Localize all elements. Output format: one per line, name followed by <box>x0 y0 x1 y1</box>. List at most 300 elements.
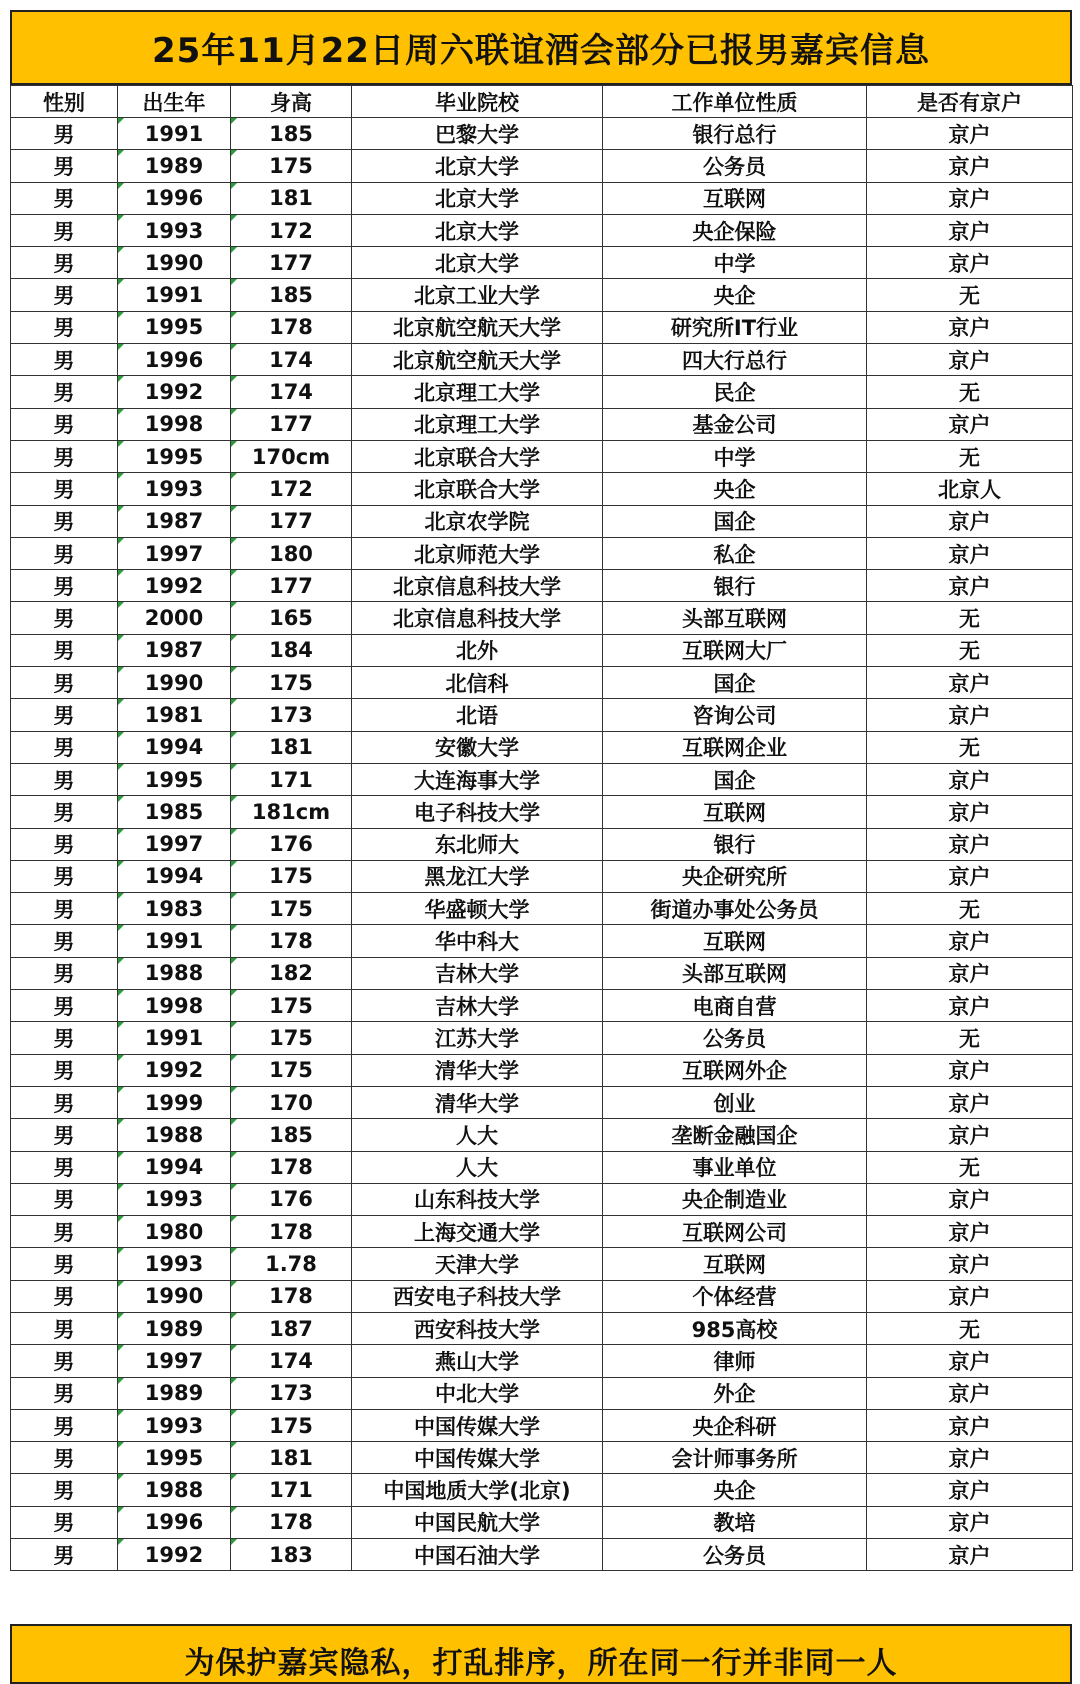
cell-employer-type: 互联网 <box>603 182 867 214</box>
cell-beijing-hukou: 无 <box>867 279 1073 311</box>
cell-gender: 男 <box>11 893 118 925</box>
cell-beijing-hukou: 京户 <box>867 1248 1073 1280</box>
cell-birth-year: 1989 <box>118 1312 231 1344</box>
table-body <box>11 118 1073 1571</box>
cell-birth-year: 1981 <box>118 699 231 731</box>
cell-employer-type: 互联网外企 <box>603 1054 867 1086</box>
cell-school: 吉林大学 <box>352 957 603 989</box>
table-row <box>11 1054 1073 1086</box>
cell-beijing-hukou: 京户 <box>867 408 1073 440</box>
cell-beijing-hukou: 无 <box>867 731 1073 763</box>
cell-school: 黑龙江大学 <box>352 860 603 892</box>
table-row <box>11 1248 1073 1280</box>
cell-school: 北语 <box>352 699 603 731</box>
cell-employer-type: 创业 <box>603 1086 867 1118</box>
cell-height: 165 <box>231 602 352 634</box>
cell-beijing-hukou: 京户 <box>867 1183 1073 1215</box>
cell-birth-year: 1991 <box>118 1022 231 1054</box>
table-row <box>11 150 1073 182</box>
table-row <box>11 570 1073 602</box>
cell-beijing-hukou: 无 <box>867 1022 1073 1054</box>
cell-employer-type: 街道办事处公务员 <box>603 893 867 925</box>
cell-birth-year: 1997 <box>118 828 231 860</box>
cell-beijing-hukou: 京户 <box>867 1442 1073 1474</box>
cell-beijing-hukou: 无 <box>867 634 1073 666</box>
cell-birth-year: 1992 <box>118 570 231 602</box>
cell-height: 171 <box>231 1474 352 1506</box>
table-row <box>11 602 1073 634</box>
cell-beijing-hukou: 京户 <box>867 990 1073 1022</box>
cell-school: 北京航空航天大学 <box>352 311 603 343</box>
column-header-gender: 性别 <box>11 86 118 118</box>
cell-height: 175 <box>231 893 352 925</box>
cell-employer-type: 事业单位 <box>603 1151 867 1183</box>
cell-employer-type: 互联网 <box>603 796 867 828</box>
cell-employer-type: 民企 <box>603 376 867 408</box>
cell-birth-year: 1989 <box>118 1377 231 1409</box>
column-header-beijing-hukou: 是否有京户 <box>867 86 1073 118</box>
cell-birth-year: 1996 <box>118 182 231 214</box>
cell-employer-type: 国企 <box>603 763 867 795</box>
cell-employer-type: 教培 <box>603 1506 867 1538</box>
cell-birth-year: 1988 <box>118 957 231 989</box>
cell-beijing-hukou: 京户 <box>867 667 1073 699</box>
cell-gender: 男 <box>11 1377 118 1409</box>
cell-height: 172 <box>231 473 352 505</box>
cell-gender: 男 <box>11 1506 118 1538</box>
cell-employer-type: 央企科研 <box>603 1409 867 1441</box>
cell-birth-year: 1990 <box>118 247 231 279</box>
column-header-school: 毕业院校 <box>352 86 603 118</box>
cell-height: 175 <box>231 1054 352 1086</box>
cell-height: 175 <box>231 860 352 892</box>
cell-school: 中国地质大学(北京) <box>352 1474 603 1506</box>
table-row <box>11 344 1073 376</box>
cell-birth-year: 1990 <box>118 667 231 699</box>
cell-gender: 男 <box>11 699 118 731</box>
cell-height: 177 <box>231 408 352 440</box>
cell-birth-year: 1980 <box>118 1216 231 1248</box>
table-row <box>11 1409 1073 1441</box>
cell-gender: 男 <box>11 1280 118 1312</box>
cell-height: 171 <box>231 763 352 795</box>
cell-gender: 男 <box>11 731 118 763</box>
table-row <box>11 1312 1073 1344</box>
cell-gender: 男 <box>11 214 118 246</box>
cell-birth-year: 1996 <box>118 344 231 376</box>
cell-gender: 男 <box>11 957 118 989</box>
table-row <box>11 1377 1073 1409</box>
cell-birth-year: 1985 <box>118 796 231 828</box>
table-row <box>11 893 1073 925</box>
cell-birth-year: 1991 <box>118 925 231 957</box>
cell-employer-type: 外企 <box>603 1377 867 1409</box>
table-row <box>11 440 1073 472</box>
table-row <box>11 537 1073 569</box>
cell-employer-type: 央企研究所 <box>603 860 867 892</box>
cell-gender: 男 <box>11 667 118 699</box>
cell-birth-year: 2000 <box>118 602 231 634</box>
cell-school: 北京大学 <box>352 150 603 182</box>
cell-height: 176 <box>231 1183 352 1215</box>
cell-employer-type: 央企保险 <box>603 214 867 246</box>
cell-gender: 男 <box>11 279 118 311</box>
cell-gender: 男 <box>11 990 118 1022</box>
cell-birth-year: 1995 <box>118 763 231 795</box>
cell-school: 西安电子科技大学 <box>352 1280 603 1312</box>
table-row <box>11 247 1073 279</box>
table-row <box>11 1086 1073 1118</box>
cell-birth-year: 1996 <box>118 1506 231 1538</box>
cell-birth-year: 1988 <box>118 1474 231 1506</box>
cell-birth-year: 1995 <box>118 1442 231 1474</box>
table-row <box>11 1474 1073 1506</box>
table-row <box>11 1216 1073 1248</box>
cell-height: 177 <box>231 570 352 602</box>
cell-employer-type: 国企 <box>603 505 867 537</box>
cell-school: 北京大学 <box>352 214 603 246</box>
cell-birth-year: 1995 <box>118 440 231 472</box>
cell-birth-year: 1993 <box>118 1183 231 1215</box>
cell-school: 北京大学 <box>352 182 603 214</box>
table-row <box>11 1345 1073 1377</box>
cell-beijing-hukou: 京户 <box>867 957 1073 989</box>
cell-gender: 男 <box>11 925 118 957</box>
cell-height: 170cm <box>231 440 352 472</box>
cell-gender: 男 <box>11 473 118 505</box>
cell-height: 187 <box>231 1312 352 1344</box>
table-row <box>11 1442 1073 1474</box>
cell-school: 北京工业大学 <box>352 279 603 311</box>
cell-height: 185 <box>231 279 352 311</box>
cell-birth-year: 1993 <box>118 473 231 505</box>
cell-school: 大连海事大学 <box>352 763 603 795</box>
cell-gender: 男 <box>11 505 118 537</box>
table-row <box>11 311 1073 343</box>
cell-birth-year: 1999 <box>118 1086 231 1118</box>
cell-beijing-hukou: 京户 <box>867 214 1073 246</box>
cell-gender: 男 <box>11 537 118 569</box>
table-row <box>11 667 1073 699</box>
cell-school: 中北大学 <box>352 1377 603 1409</box>
cell-beijing-hukou: 京户 <box>867 1474 1073 1506</box>
cell-gender: 男 <box>11 1539 118 1571</box>
column-header-height: 身高 <box>231 86 352 118</box>
cell-height: 174 <box>231 344 352 376</box>
cell-beijing-hukou: 京户 <box>867 925 1073 957</box>
cell-height: 176 <box>231 828 352 860</box>
table-row <box>11 376 1073 408</box>
cell-gender: 男 <box>11 118 118 150</box>
cell-school: 天津大学 <box>352 1248 603 1280</box>
cell-gender: 男 <box>11 311 118 343</box>
cell-beijing-hukou: 京户 <box>867 860 1073 892</box>
cell-beijing-hukou: 京户 <box>867 570 1073 602</box>
cell-height: 174 <box>231 1345 352 1377</box>
cell-gender: 男 <box>11 1119 118 1151</box>
cell-birth-year: 1992 <box>118 376 231 408</box>
cell-school: 中国民航大学 <box>352 1506 603 1538</box>
cell-school: 北京航空航天大学 <box>352 344 603 376</box>
cell-birth-year: 1987 <box>118 634 231 666</box>
cell-gender: 男 <box>11 1086 118 1118</box>
privacy-note: 为保护嘉宾隐私，打乱排序，所在同一行并非同一人 <box>10 1624 1072 1684</box>
cell-employer-type: 公务员 <box>603 1539 867 1571</box>
sheet-title: 25年11月22日周六联谊酒会部分已报男嘉宾信息 <box>10 10 1072 85</box>
table-row <box>11 279 1073 311</box>
table-row <box>11 990 1073 1022</box>
table-row <box>11 731 1073 763</box>
cell-height: 185 <box>231 1119 352 1151</box>
cell-employer-type: 中学 <box>603 440 867 472</box>
cell-school: 北京联合大学 <box>352 440 603 472</box>
cell-height: 178 <box>231 1280 352 1312</box>
cell-height: 173 <box>231 1377 352 1409</box>
cell-birth-year: 1995 <box>118 311 231 343</box>
cell-beijing-hukou: 京户 <box>867 763 1073 795</box>
cell-school: 人大 <box>352 1151 603 1183</box>
cell-birth-year: 1989 <box>118 150 231 182</box>
cell-beijing-hukou: 京户 <box>867 182 1073 214</box>
cell-employer-type: 中学 <box>603 247 867 279</box>
cell-birth-year: 1994 <box>118 731 231 763</box>
table-row <box>11 473 1073 505</box>
cell-birth-year: 1992 <box>118 1054 231 1086</box>
cell-height: 175 <box>231 1022 352 1054</box>
cell-beijing-hukou: 北京人 <box>867 473 1073 505</box>
cell-gender: 男 <box>11 150 118 182</box>
cell-school: 江苏大学 <box>352 1022 603 1054</box>
column-header-birth-year: 出生年 <box>118 86 231 118</box>
cell-birth-year: 1991 <box>118 118 231 150</box>
cell-employer-type: 985高校 <box>603 1312 867 1344</box>
cell-school: 北京信息科技大学 <box>352 602 603 634</box>
cell-gender: 男 <box>11 247 118 279</box>
cell-employer-type: 头部互联网 <box>603 602 867 634</box>
cell-gender: 男 <box>11 1216 118 1248</box>
cell-height: 170 <box>231 1086 352 1118</box>
column-header-employer-type: 工作单位性质 <box>603 86 867 118</box>
cell-school: 安徽大学 <box>352 731 603 763</box>
cell-height: 178 <box>231 1151 352 1183</box>
cell-school: 电子科技大学 <box>352 796 603 828</box>
cell-employer-type: 咨询公司 <box>603 699 867 731</box>
cell-height: 172 <box>231 214 352 246</box>
cell-employer-type: 头部互联网 <box>603 957 867 989</box>
cell-employer-type: 公务员 <box>603 150 867 182</box>
cell-beijing-hukou: 京户 <box>867 699 1073 731</box>
cell-gender: 男 <box>11 828 118 860</box>
cell-height: 181 <box>231 1442 352 1474</box>
cell-birth-year: 1988 <box>118 1119 231 1151</box>
cell-school: 上海交通大学 <box>352 1216 603 1248</box>
cell-gender: 男 <box>11 1474 118 1506</box>
cell-birth-year: 1992 <box>118 1539 231 1571</box>
cell-employer-type: 互联网 <box>603 1248 867 1280</box>
cell-school: 北京师范大学 <box>352 537 603 569</box>
table-row <box>11 796 1073 828</box>
cell-school: 北京理工大学 <box>352 376 603 408</box>
cell-height: 185 <box>231 118 352 150</box>
cell-height: 183 <box>231 1539 352 1571</box>
cell-gender: 男 <box>11 1054 118 1086</box>
cell-school: 西安科技大学 <box>352 1312 603 1344</box>
cell-gender: 男 <box>11 1151 118 1183</box>
cell-school: 北外 <box>352 634 603 666</box>
cell-school: 北京信息科技大学 <box>352 570 603 602</box>
cell-gender: 男 <box>11 763 118 795</box>
cell-gender: 男 <box>11 408 118 440</box>
cell-birth-year: 1997 <box>118 1345 231 1377</box>
cell-beijing-hukou: 无 <box>867 602 1073 634</box>
table-row <box>11 1151 1073 1183</box>
cell-school: 人大 <box>352 1119 603 1151</box>
table-row <box>11 634 1073 666</box>
cell-height: 173 <box>231 699 352 731</box>
cell-beijing-hukou: 无 <box>867 1151 1073 1183</box>
cell-school: 中国石油大学 <box>352 1539 603 1571</box>
cell-birth-year: 1990 <box>118 1280 231 1312</box>
cell-school: 中国传媒大学 <box>352 1442 603 1474</box>
cell-height: 178 <box>231 1506 352 1538</box>
cell-beijing-hukou: 京户 <box>867 1345 1073 1377</box>
cell-employer-type: 电商自营 <box>603 990 867 1022</box>
cell-beijing-hukou: 无 <box>867 1312 1073 1344</box>
cell-height: 178 <box>231 925 352 957</box>
cell-gender: 男 <box>11 602 118 634</box>
cell-birth-year: 1983 <box>118 893 231 925</box>
table-row <box>11 1539 1073 1571</box>
cell-school: 华中科大 <box>352 925 603 957</box>
cell-employer-type: 银行 <box>603 570 867 602</box>
guest-table <box>10 85 1073 1571</box>
cell-gender: 男 <box>11 1442 118 1474</box>
cell-gender: 男 <box>11 1022 118 1054</box>
cell-gender: 男 <box>11 182 118 214</box>
cell-beijing-hukou: 京户 <box>867 828 1073 860</box>
cell-height: 181 <box>231 182 352 214</box>
cell-beijing-hukou: 京户 <box>867 311 1073 343</box>
table-row <box>11 763 1073 795</box>
cell-gender: 男 <box>11 440 118 472</box>
cell-birth-year: 1993 <box>118 1248 231 1280</box>
cell-beijing-hukou: 无 <box>867 440 1073 472</box>
cell-employer-type: 研究所IT行业 <box>603 311 867 343</box>
cell-height: 174 <box>231 376 352 408</box>
cell-school: 山东科技大学 <box>352 1183 603 1215</box>
cell-beijing-hukou: 无 <box>867 376 1073 408</box>
cell-height: 181cm <box>231 796 352 828</box>
cell-gender: 男 <box>11 344 118 376</box>
cell-employer-type: 互联网 <box>603 925 867 957</box>
cell-school: 北京联合大学 <box>352 473 603 505</box>
cell-school: 北京大学 <box>352 247 603 279</box>
cell-height: 177 <box>231 505 352 537</box>
cell-employer-type: 会计师事务所 <box>603 1442 867 1474</box>
cell-school: 北京农学院 <box>352 505 603 537</box>
cell-employer-type: 私企 <box>603 537 867 569</box>
cell-school: 清华大学 <box>352 1086 603 1118</box>
cell-gender: 男 <box>11 1183 118 1215</box>
cell-school: 中国传媒大学 <box>352 1409 603 1441</box>
cell-birth-year: 1998 <box>118 408 231 440</box>
table-row <box>11 925 1073 957</box>
table-row <box>11 214 1073 246</box>
cell-birth-year: 1994 <box>118 1151 231 1183</box>
cell-beijing-hukou: 京户 <box>867 1377 1073 1409</box>
table-row <box>11 957 1073 989</box>
cell-beijing-hukou: 京户 <box>867 1409 1073 1441</box>
cell-height: 181 <box>231 731 352 763</box>
cell-beijing-hukou: 京户 <box>867 1280 1073 1312</box>
cell-gender: 男 <box>11 1409 118 1441</box>
cell-beijing-hukou: 京户 <box>867 1506 1073 1538</box>
cell-birth-year: 1987 <box>118 505 231 537</box>
cell-beijing-hukou: 京户 <box>867 537 1073 569</box>
cell-height: 177 <box>231 247 352 279</box>
cell-school: 巴黎大学 <box>352 118 603 150</box>
cell-school: 北信科 <box>352 667 603 699</box>
table-row <box>11 828 1073 860</box>
cell-school: 华盛顿大学 <box>352 893 603 925</box>
cell-school: 燕山大学 <box>352 1345 603 1377</box>
cell-birth-year: 1994 <box>118 860 231 892</box>
cell-beijing-hukou: 京户 <box>867 150 1073 182</box>
cell-employer-type: 互联网企业 <box>603 731 867 763</box>
cell-employer-type: 垄断金融国企 <box>603 1119 867 1151</box>
cell-height: 175 <box>231 1409 352 1441</box>
cell-height: 1.78 <box>231 1248 352 1280</box>
cell-beijing-hukou: 京户 <box>867 344 1073 376</box>
cell-beijing-hukou: 京户 <box>867 505 1073 537</box>
cell-height: 184 <box>231 634 352 666</box>
table-row <box>11 1280 1073 1312</box>
cell-school: 吉林大学 <box>352 990 603 1022</box>
cell-beijing-hukou: 无 <box>867 893 1073 925</box>
cell-school: 东北师大 <box>352 828 603 860</box>
cell-birth-year: 1993 <box>118 1409 231 1441</box>
table-header-row <box>11 86 1073 118</box>
cell-beijing-hukou: 京户 <box>867 1054 1073 1086</box>
guest-sheet <box>10 10 1072 1571</box>
cell-beijing-hukou: 京户 <box>867 1119 1073 1151</box>
cell-height: 182 <box>231 957 352 989</box>
cell-employer-type: 互联网公司 <box>603 1216 867 1248</box>
cell-gender: 男 <box>11 796 118 828</box>
cell-employer-type: 央企制造业 <box>603 1183 867 1215</box>
cell-height: 180 <box>231 537 352 569</box>
cell-employer-type: 公务员 <box>603 1022 867 1054</box>
table-row <box>11 505 1073 537</box>
cell-employer-type: 央企 <box>603 473 867 505</box>
table-row <box>11 1022 1073 1054</box>
cell-gender: 男 <box>11 1248 118 1280</box>
cell-height: 178 <box>231 1216 352 1248</box>
table-row <box>11 408 1073 440</box>
cell-beijing-hukou: 京户 <box>867 118 1073 150</box>
cell-employer-type: 国企 <box>603 667 867 699</box>
cell-employer-type: 互联网大厂 <box>603 634 867 666</box>
cell-employer-type: 个体经营 <box>603 1280 867 1312</box>
cell-beijing-hukou: 京户 <box>867 1216 1073 1248</box>
cell-employer-type: 律师 <box>603 1345 867 1377</box>
cell-gender: 男 <box>11 570 118 602</box>
cell-employer-type: 银行总行 <box>603 118 867 150</box>
cell-beijing-hukou: 京户 <box>867 247 1073 279</box>
cell-gender: 男 <box>11 860 118 892</box>
table-row <box>11 860 1073 892</box>
cell-height: 175 <box>231 150 352 182</box>
